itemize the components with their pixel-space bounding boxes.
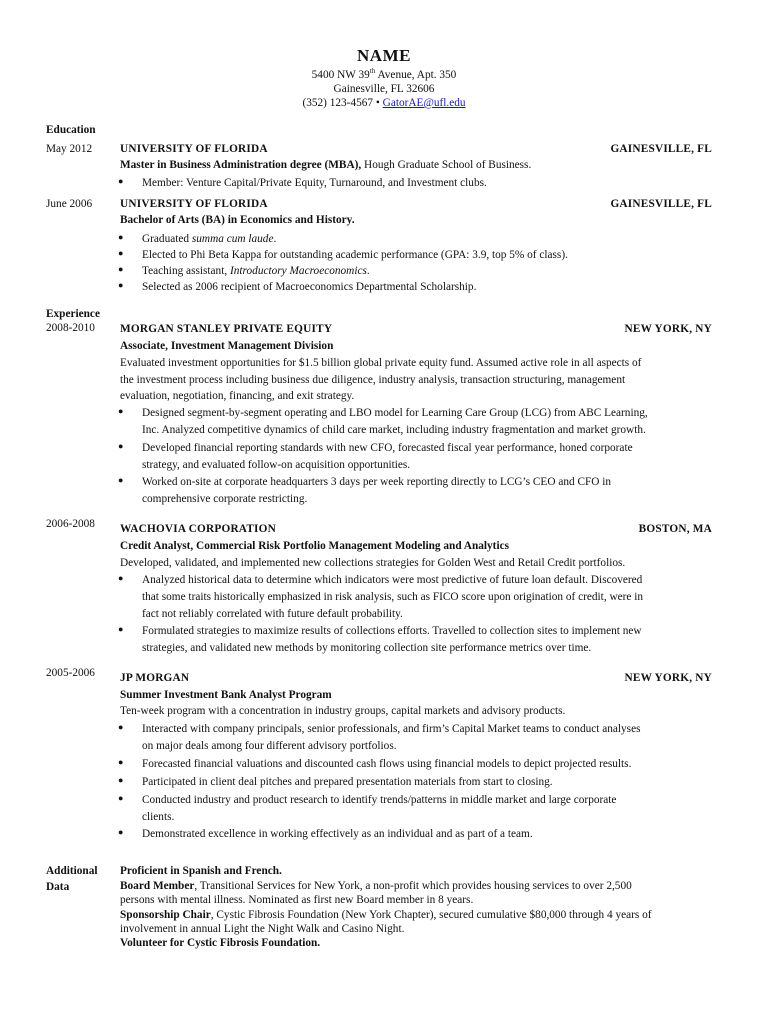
entry-location: NEW YORK, NY xyxy=(624,323,712,335)
entry-summary: Developed, validated, and implemented new collections strategies for Golden West and Retail Credit portfolios. xyxy=(120,557,626,569)
entry-date: June 2006 xyxy=(46,198,93,210)
entry-date: May 2012 xyxy=(46,143,93,155)
board-member-line-2: persons with mental illness. Nominated as first new Board member in 8 years. xyxy=(120,894,474,906)
section-label-additional-2: Data xyxy=(46,881,70,893)
entry-org: WACHOVIA CORPORATION xyxy=(120,523,276,535)
entry-degree: Bachelor of Arts (BA) in Economics and History. xyxy=(120,214,355,226)
board-member-line: Board Member, Transitional Services for New York, a non-profit which provides housing services to over 2,500 xyxy=(120,880,632,892)
entry-summary: Ten-week program with a concentration in industry groups, capital markets and advisory products. xyxy=(120,705,566,717)
entry-org: MORGAN STANLEY PRIVATE EQUITY xyxy=(120,323,333,335)
sponsorship-line: Sponsorship Chair, Cystic Fibrosis Foundation (New York Chapter), secured cumulative $80,000 through 4 years of xyxy=(120,909,652,921)
contact-line xyxy=(0,95,768,111)
resume-name: NAME xyxy=(357,46,411,65)
entry-role: Summer Investment Bank Analyst Program xyxy=(120,689,332,701)
entry-date: 2006-2008 xyxy=(46,518,95,530)
volunteer-line: Volunteer for Cystic Fibrosis Foundation. xyxy=(120,937,321,949)
sponsorship-line-2: involvement in annual Light the Night Walk and Casino Night. xyxy=(120,923,405,935)
entry-org: UNIVERSITY OF FLORIDA xyxy=(120,198,268,210)
entry-date: 2008-2010 xyxy=(46,322,95,334)
entry-role: Associate, Investment Management Division xyxy=(120,340,334,352)
entry-summary: Evaluated investment opportunities for $1.5 billion global private equity fund. Assumed active role in all aspects of xyxy=(120,357,642,369)
entry-location: GAINESVILLE, FL xyxy=(610,143,712,155)
entry-summary: evaluation, negotiation, financing, and exit strategy. xyxy=(120,390,355,402)
address-line-1: 5400 NW 39th Avenue, Apt. 350 xyxy=(311,67,457,81)
section-label-experience: Experience xyxy=(46,308,100,320)
entry-location: BOSTON, MA xyxy=(638,523,712,535)
phone: (352) 123-4567 xyxy=(302,97,374,109)
section-label-additional: Additional xyxy=(46,865,98,877)
entry-org: JP MORGAN xyxy=(120,672,190,684)
entry-date: 2005-2006 xyxy=(46,667,95,679)
entry-location: GAINESVILLE, FL xyxy=(610,198,712,210)
entry-org: UNIVERSITY OF FLORIDA xyxy=(120,143,268,155)
entry-degree: Master in Business Administration degree (MBA), Hough Graduate School of Business. xyxy=(120,159,532,171)
separator: • xyxy=(375,97,380,109)
entry-summary: the investment process including business due diligence, industry analysis, transaction structuring, management xyxy=(120,374,626,386)
entry-location: NEW YORK, NY xyxy=(624,672,712,684)
entry-role: Credit Analyst, Commercial Risk Portfolio Management Modeling and Analytics xyxy=(120,540,509,552)
address-line-2: Gainesville, FL 32606 xyxy=(333,83,435,95)
section-label-education: Education xyxy=(46,124,96,136)
languages-line: Proficient in Spanish and French. xyxy=(120,865,282,877)
email-link[interactable]: GatorAE@ufl.edu xyxy=(382,97,466,109)
